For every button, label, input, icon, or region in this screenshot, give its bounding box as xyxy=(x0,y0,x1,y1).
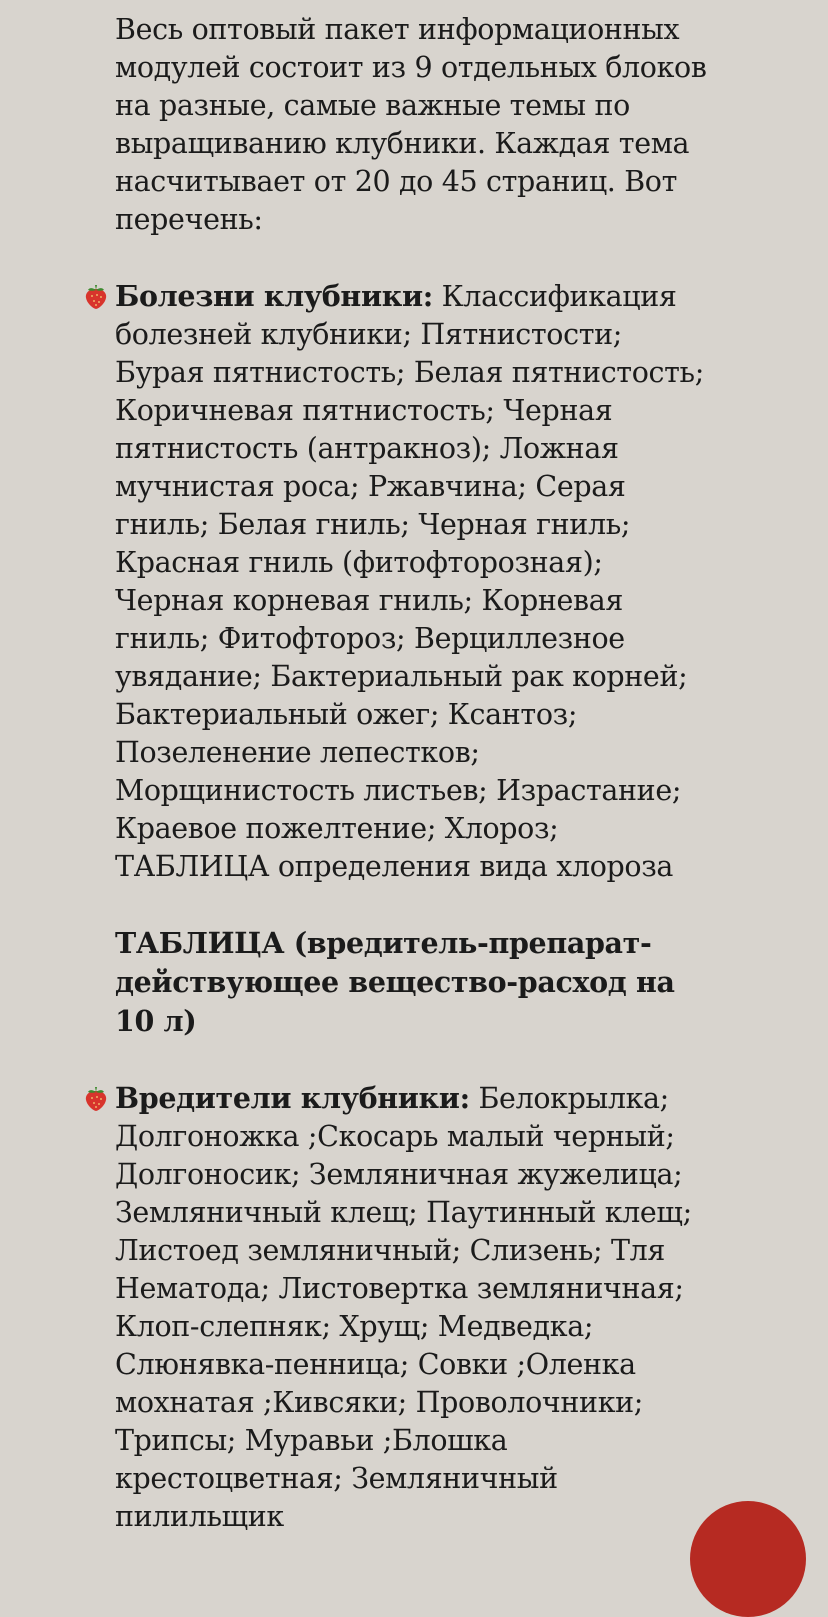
section-title-diseases: Болезни клубники: xyxy=(115,279,433,313)
table-heading-text: ТАБЛИЦА (вредитель-препарат-действующее вещество-расход на 10 л) xyxy=(115,926,675,1038)
floating-action-button[interactable] xyxy=(690,1501,806,1617)
section-text-diseases: Классификация болезней клубники; Пятнистости; Бурая пятнистость; Белая пятнистость; Коричневая пятнистость; Черная пятнистость (антракноз); Ложная мучнистая роса; Ржавчина; Серая гниль; Белая гниль; Черная гниль; Красная гниль (фитофторозная); Черная корневая гниль; Корневая гниль; Фитофтороз; Верциллезное увядание; Бактериальный рак корней; Бактериальный ожег; Ксантоз; Позеленение лепестков; Морщинистость листьев; Израстание; Краевое пожелтение; Хлороз; ТАБЛИЦА определения вида хлороза xyxy=(115,280,704,883)
section-text-pests: Белокрылка; Долгоножка ;Скосарь малый черный; Долгоносик; Земляничная жужелица; Земляничный клещ; Паутинный клещ; Листоед земляничный; Слизень; Тля Нематода; Листовертка земляничная; Клоп-слепняк; Хрущ; Медведка; Слюнявка-пенница; Совки ;Оленка мохнатая ;Кивсяки; Проволочники; Трипсы; Муравьи ;Блошка крестоцветная; Земляничный пилильщик xyxy=(115,1082,692,1533)
strawberry-icon xyxy=(82,1085,110,1113)
strawberry-icon xyxy=(82,283,110,311)
section-diseases xyxy=(115,277,715,886)
section-pests xyxy=(115,1079,715,1536)
article-content xyxy=(115,11,715,1574)
table-heading xyxy=(115,924,715,1041)
intro-paragraph: Весь оптовый пакет информационных модулей состоит из 9 отдельных блоков на разные, самые важные темы по выращиванию клубники. Каждая тема насчитывает от 20 до 45 страниц. Вот перечень: xyxy=(115,13,707,236)
section-title-pests: Вредители клубники: xyxy=(115,1081,470,1115)
